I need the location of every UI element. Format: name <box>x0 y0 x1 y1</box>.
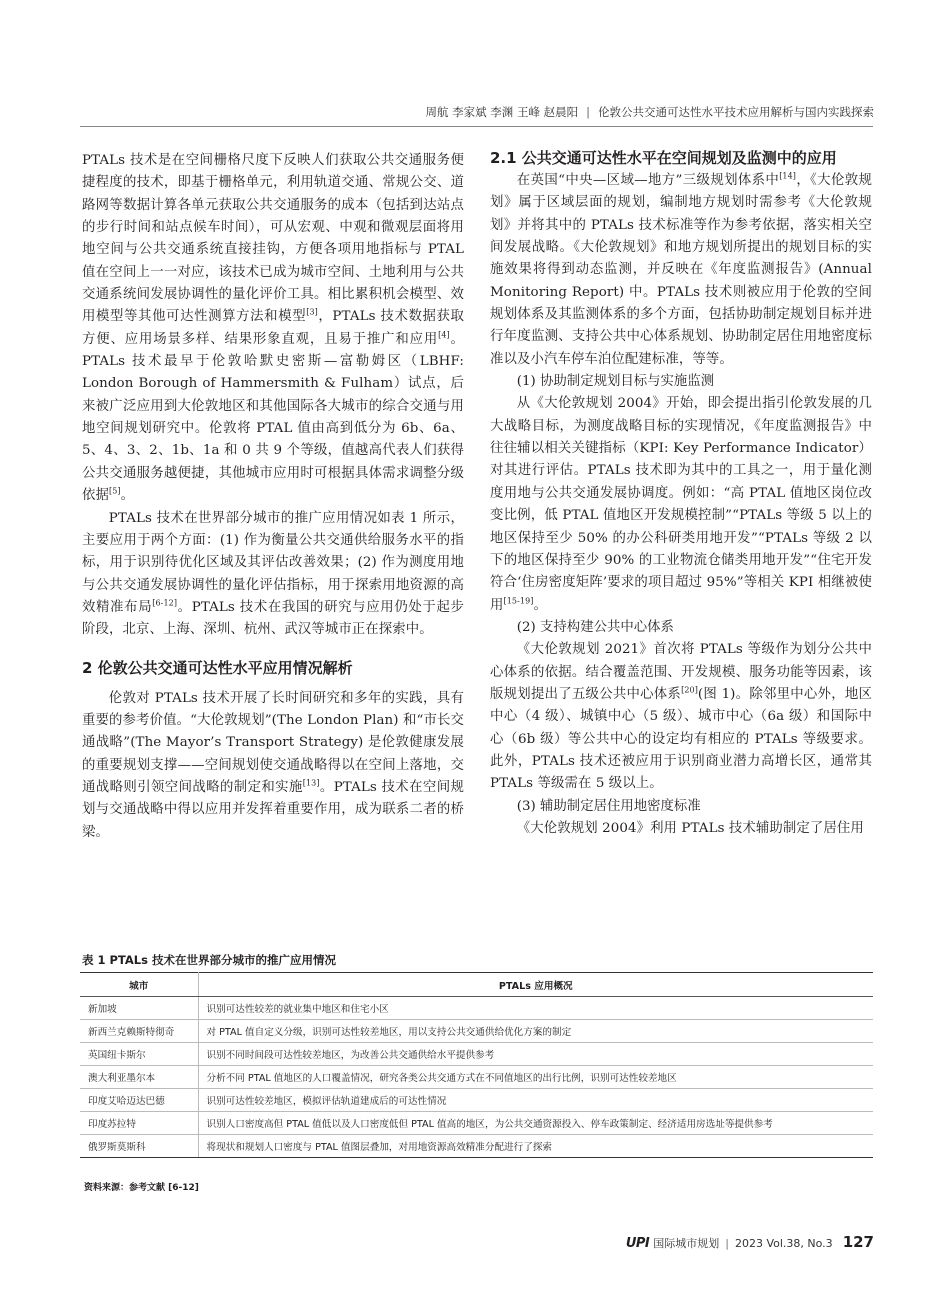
section-2-heading: 2 伦敦公共交通可达性水平应用情况解析 <box>82 658 353 677</box>
table-row <box>80 1043 873 1066</box>
table-row <box>80 1112 873 1135</box>
right-paragraph-1: 在英国“中央—区域—地方”三级规划体系中[14]，《大伦敦规划》属于区域层面的规划，编制地方规划时需参考《大伦敦规划》并将其中的 PTALs 技术标准等作为参考依据，落实相关空间发展战略。《大伦敦规划》和地方规划所提出的规划目标的实施效果将得到动态监测，并反映在《年度监测报告》(Annual Monitoring Report) 中。PTALs 技术则被应用于伦敦的空间规划体系及其监测体系的多个方面，包括协助制定规划目标并进行年度监测、支持公共中心体系规划、协助制定居住用地密度标准以及小汽车停车泊位配建标准，等等。 <box>490 171 872 367</box>
journal-issue: 2023 Vol.38, No.3 <box>734 1237 833 1250</box>
table-row <box>80 1089 873 1112</box>
overview-cell: 将现状和规划人口密度与 PTAL 值图层叠加，对用地资源高效精准分配进行了探索 <box>198 1135 873 1158</box>
table-header-row <box>80 973 873 997</box>
overview-cell: 识别不同时间段可达性较差地区，为改善公共交通供给水平提供参考 <box>198 1043 873 1066</box>
city-cell: 印度艾哈迈达巴德 <box>80 1089 198 1112</box>
footer-separator: | <box>725 1237 729 1250</box>
overview-cell: 分析不同 PTAL 值地区的人口覆盖情况，研究各类公共交通方式在不同值地区的出行比例，识别可达性较差地区 <box>198 1066 873 1089</box>
city-cell: 澳大利亚墨尔本 <box>80 1066 198 1089</box>
header-authors: 周航 李家斌 李渊 王峰 赵晨阳 <box>425 105 579 119</box>
left-paragraph-2: PTALs 技术在世界部分城市的推广应用情况如表 1 所示，主要应用于两个方面：(1) 作为衡量公共交通供给服务水平的指标，用于识别待优化区域及其评估改善效果；(2) 作为测度用地与公共交通发展协调性的量化评估指标，用于探索用地资源的高效精准布局[6-12]。PTALs 技术在我国的研究与应用仍处于起步阶段，北京、上海、深圳、杭州、武汉等城市正在探索中。 <box>82 510 465 638</box>
citation: [6-12] <box>152 598 178 608</box>
right-paragraph-3: 《大伦敦规划 2021》首次将 PTALs 等级作为划分公共中心体系的依据。结合覆盖范围、开发规模、服务功能等因素，该版规划提出了五级公共中心体系[20](图 1)。除邻里中心外，地区中心（4 级）、城镇中心（5 级）、城市中心（6a 级）和国际中心（6b 级）等公共中心的设定均有相应的 PTALs 等级要求。此外，PTALs 技术还被应用于识别商业潜力高增长区，通常其 PTALs 等级需在 5 级以上。 <box>490 642 872 792</box>
column-header-city: 城市 <box>80 973 198 997</box>
city-cell: 印度苏拉特 <box>80 1112 198 1135</box>
citation: [3] <box>306 307 318 317</box>
overview-cell: 识别可达性较差地区，模拟评估轨道建成后的可达性情况 <box>198 1089 873 1112</box>
right-paragraph-2: 从《大伦敦规划 2004》开始，即会提出指引伦敦发展的几大战略目标，为测度战略目标的实现情况，《年度监测报告》中往往辅以相关关键指标（KPI: Key Performance Indicator）对其进行评估。PTALs 技术即为其中的工具之一，用于量化测度用地与公共交通发展协调度。例如：“高 PTAL 值地区岗位改变比例，低 PTAL 值地区开发规模控制”“PTALs 等级 5 以上的地区保持至少 50% 的办公科研类用地开发”“PTALs 等级 2 以下的地区保持至少 90% 的工业物流仓储类用地开发”“住宅开发符合‘住房密度矩阵’要求的项目超过 95%”等相关 KPI 相继被使用[15-19]。 <box>490 396 872 613</box>
overview-cell: 识别人口密度高但 PTAL 值低以及人口密度低但 PTAL 值高的地区，为公共交通资源投入、停车政策制定、经济适用房选址等提供参考 <box>198 1112 873 1135</box>
overview-cell: 对 PTAL 值自定义分级，识别可达性较差地区，用以支持公共交通供给优化方案的制定 <box>198 1020 873 1043</box>
city-cell: 俄罗斯莫斯科 <box>80 1135 198 1158</box>
citation: [14] <box>779 171 797 181</box>
overview-cell: 识别可达性较差的就业集中地区和住宅小区 <box>198 997 873 1020</box>
citation: [15-19] <box>503 596 534 606</box>
table-source-note: 资料来源：参考文献 [6-12] <box>84 1183 199 1193</box>
journal-logo: UPI <box>625 1236 650 1251</box>
table-row <box>80 1066 873 1089</box>
journal-name: 国际城市规划 <box>653 1237 720 1250</box>
right-paragraph-4: 《大伦敦规划 2004》利用 PTALs 技术辅助制定了居住用 <box>516 820 864 836</box>
city-cell: 新西兰克赖斯特彻奇 <box>80 1020 198 1043</box>
subheading-1: (1) 协助制定规划目标与实施监测 <box>516 374 715 390</box>
right-column <box>490 150 872 840</box>
column-header-overview: PTALs 应用概况 <box>198 973 873 997</box>
header-separator: | <box>586 105 590 119</box>
left-column <box>82 150 464 844</box>
city-cell: 新加坡 <box>80 997 198 1020</box>
page-footer <box>626 1233 874 1251</box>
table-caption: 表 1 PTALs 技术在世界部分城市的推广应用情况 <box>82 953 336 967</box>
subheading-2: (2) 支持构建公共中心体系 <box>516 619 674 635</box>
section-2-1-heading: 2.1 公共交通可达性水平在空间规划及监测中的应用 <box>490 149 837 167</box>
table-row <box>80 997 873 1020</box>
citation: [13] <box>302 778 320 788</box>
citation: [5] <box>108 486 121 496</box>
left-paragraph-3: 伦敦对 PTALs 技术开展了长时间研究和多年的实践，具有重要的参考价值。“大伦敦规划”(The London Plan) 和“市长交通战略”(The Mayor’s Transport Strategy) 是伦敦健康发展的重要规划支撑——空间规划使交通战略得以在空间上落地，交通战略则引领空间战略的制定和实施[13]。PTALs 技术在空间规划与交通战略中得以应用并发挥着重要作用，成为联系二者的桥梁。 <box>82 690 464 840</box>
header-article-title: 伦敦公共交通可达性水平技术应用解析与国内实践探索 <box>598 105 874 119</box>
citation: [20] <box>681 685 698 695</box>
table-row <box>80 1020 873 1043</box>
table-row <box>80 1135 873 1158</box>
city-cell: 英国纽卡斯尔 <box>80 1043 198 1066</box>
citation: [4] <box>438 330 450 340</box>
subheading-3: (3) 辅助制定居住用地密度标准 <box>516 798 701 814</box>
page-number: 127 <box>842 1233 874 1251</box>
left-paragraph-1: PTALs 技术是在空间栅格尺度下反映人们获取公共交通服务便捷程度的技术，即基于栅格单元，利用轨道交通、常规公交、道路网等数据计算各单元获取公共交通服务的成本（包括到达站点的步行时间和站点候车时间），可从宏观、中观和微观层面将用地空间与公共交通系统直接挂钩，方便各项用地指标与 PTAL 值在空间上一一对应，该技术已成为城市空间、土地利用与公共交通系统间发展协调性的量化评价工具。相比累积机会模型、效用模型等其他可达性测算方法和模型[3]，PTALs 技术数据获取方便、应用场景多样、结果形象直观，且易于推广和应用[4]。PTALs 技术最早于伦敦哈默史密斯—富勒姆区（LBHF: London Borough of Hammersmith & Fulham）试点，后来被广泛应用到大伦敦地区和其他国际各大城市的综合交通与用地空间规划研究中。伦敦将 PTAL 值由高到低分为 6b、6a、5、4、3、2、1b、1a 和 0 共 9 个等级，值越高代表人们获得公共交通服务越便捷，其他城市应用时可根据具体需求调整分级依据[5]。 <box>82 153 464 504</box>
header-rule <box>80 126 873 127</box>
ptals-application-table <box>80 972 873 1158</box>
running-head <box>426 104 875 120</box>
